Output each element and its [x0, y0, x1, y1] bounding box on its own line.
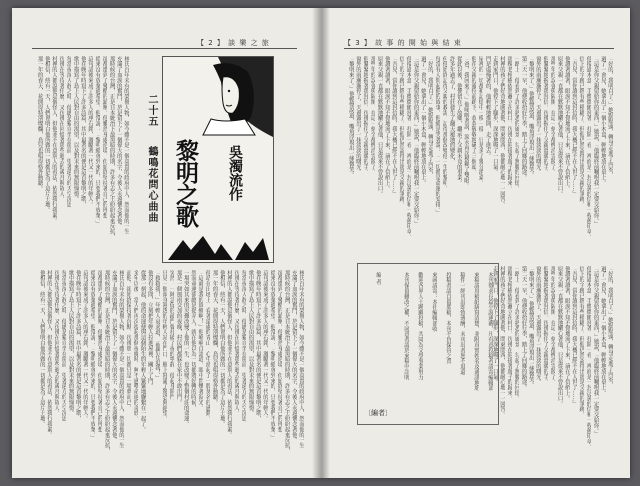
text-column: 「好的，我明白了。」她點點頭，轉身走進了內室，	[607, 266, 613, 388]
text-column: 第二天一早，他便收拾好行李，踏上了回鄉的路途。	[520, 56, 527, 181]
chapter-title: 鶴鳴花問心曲曲	[146, 145, 157, 223]
art-author-block	[227, 145, 243, 201]
text-column: 信上的字跡已經有些模糊了，但他仍然認得出那是父親的筆跡。	[398, 56, 405, 208]
text-column: 走到家門口，他停下了腳步，深深地吸了一口氣。	[491, 266, 498, 385]
art-title: 黎明之歌	[172, 139, 199, 227]
text-column: 從來沒有放棄過希望。他常說：「黎明總會到來的，只要我們不放棄。」	[269, 270, 276, 441]
text-column: 多年以後，當人們再次提起那個夜晚時，無不感嘆命運的奇妙。	[132, 270, 139, 422]
text-column: 他在晚年時寫下了許多詩篇，其中最著名的便是這首黎明之歌，	[74, 270, 81, 422]
text-column: 「好的，我明白了。」她點點頭，轉身走進了內室，	[607, 56, 613, 178]
text-column: 林氏百年未有的榮譽人物，如今雖不是一個高貴的政府中人，然而他的一生	[298, 270, 304, 449]
editor-notice-box	[357, 263, 499, 425]
text-column: 一路上，他看到了許多熟悉的風景，勾起了無數的回憶。	[513, 266, 520, 401]
text-column: 走到家門口，他停下了腳步，深深地吸了一口氣。	[491, 56, 498, 175]
text-column: 那時候的台灣，正是日本統治下最黑暗的時期，許多有志之士紛紛起來反抗，	[283, 270, 290, 454]
text-column: 而他，卻始終保持著沉默，彷彿那一切都只是一場夢而已。	[125, 270, 132, 411]
text-column: 他緊緊地握著那封信，彷彿握住了父親溫暖的手。	[542, 266, 549, 385]
text-column: 「好的，我明白了。」她點點頭，轉身走進了內室，	[427, 56, 433, 178]
text-column: 那棵老榕樹依然矗立在村口，彷彿在迎接著遊子的歸來。	[506, 56, 513, 191]
text-column: 從此以後，他便留在了故鄉，繼承了父親未竟的事業。	[455, 56, 462, 186]
text-column: 充滿了血淚的奮鬥，於是留下了一個偉大的名字，令後人永遠懷念著他。	[115, 56, 122, 229]
text-column: 卻都遭到了殘酷的鎮壓。他雖然身處逆境，但始終堅持著自己的理想，	[101, 56, 108, 224]
text-column: 卻都遭到了殘酷的鎮壓。他雖然身處逆境，但始終堅持著自己的理想，	[96, 270, 103, 438]
text-column: 「吾兒，當你讀到這封信時，我大概已經不在人世了……」	[571, 56, 577, 197]
text-column: 彷彿在等待著什麼，又彷彿在回憶著那些逝去的歲月與故人。	[53, 270, 60, 416]
text-column: 歌中描寫了島上人民對自由的渴望，以及對未來的無限憧憬。	[247, 270, 254, 416]
text-column: 彷彿在等待著什麼，又彷彿在回憶著那些逝去的歲月與故人。	[233, 270, 240, 416]
text-column: 門是虛掩著的，他輕輕地推開，走了進去。	[484, 56, 491, 159]
text-column: 歡迎各界人士踴躍投稿，共同為文學事業努力	[417, 272, 423, 380]
art-author: 吳濁流作	[227, 145, 243, 201]
text-column: 充滿了血淚的奮鬥，於是留下了一個偉大的名字，令後人永遠懷念著他。	[290, 270, 297, 443]
text-column: 「這是你父親留給你的東西，」她說，「他臨終前囑咐我一定要交給你。」	[592, 56, 599, 227]
text-column: 他接過木盒，手微微顫抖著，打開一看，裡面是一封泛黃的信和一枚舊印章。	[585, 266, 592, 450]
text-column: 「黎明來了。」他輕聲說道，嘴角浮現出一絲微笑。	[527, 266, 534, 388]
text-column: 那些年的誤會與隔閡，在這一刻全都煙消雲散了。	[369, 56, 376, 175]
text-column: 這句話後來成了許多人的座右銘，激勵著一代又一代的年輕人。	[262, 270, 268, 422]
text-column: 他在晚年時寫下了許多詩篇，其中最著名的便是這首黎明之歌，	[79, 56, 86, 208]
text-column: 那時候的台灣，正是日本統治下最黑暗的時期，許多有志之士紛紛起來反抗，	[108, 56, 115, 240]
text-column: 他相信，終有一天，人們會明白他所做的一切都是為了這片土地。	[43, 56, 50, 213]
text-column: 來函請寄：本社編輯部收	[431, 272, 437, 332]
text-column: 信上的字跡已經有些模糊了，但他仍然認得出那是父親的筆跡。	[578, 56, 585, 208]
text-column: 他緊緊地握著那封信，彷彿握住了父親溫暖的手。	[542, 56, 549, 175]
text-column: 本刊徵求長篇小說連載，凡有意投稿者請寄編輯部	[487, 272, 493, 391]
text-column: 從來沒有放棄過希望。他常說：「黎明總會到來的，只要我們不放棄。」	[94, 56, 101, 227]
text-column: 村裡的人都說他是個怪人，但他並不在意別人的看法，依然我行我素。	[51, 56, 57, 224]
text-column: 他讀著讀著，眼淚不知不覺地流了下來，滴在了信紙上。	[563, 266, 570, 401]
chapter-heading	[132, 94, 158, 244]
text-column: 窗外的雨漸漸停了，天邊露出了一抹淡淡的曙光。	[535, 56, 541, 175]
text-column: 「爸，我回來了。」他哽咽著說，淚水再次模糊了雙眼。	[463, 56, 469, 189]
text-column: 「黎明來了。」他輕聲說道，嘴角浮現出一絲微笑。	[527, 56, 534, 178]
text-column: 歌中描寫了島上人民對自由的渴望，以及對未來的無限憧憬。	[67, 270, 74, 416]
text-column: 「這就是我的故鄉啊！」他喃喃自語道，眼中閃爍著淚光。	[197, 270, 204, 411]
text-column: 那些年的誤會與隔閡，在這一刻全都煙消雲散了。	[549, 56, 556, 175]
text-column: 「吾兒，當你讀到這封信時，我大概已經不在人世了……」	[391, 56, 397, 197]
text-column: 那棵老榕樹依然矗立在村口，彷彿在迎接著遊子的歸來。	[506, 266, 513, 401]
text-column: 從來沒有放棄過希望。他常說：「黎明總會到來的，只要我們不放棄。」	[89, 270, 96, 441]
dancers-decoration-icon	[163, 232, 273, 262]
text-column: 林氏百年未有的榮譽人物，如今雖不是一個高貴的政府中人，然而他的一生	[118, 270, 124, 449]
text-column: 那時候的台灣，正是日本統治下最黑暗的時期，許多有志之士紛紛起來反抗，	[103, 270, 110, 454]
text-column: 「黎明來了。」他輕聲說道，嘴角浮現出一絲微笑。	[347, 56, 354, 178]
text-column: 村裡的人都說他是個怪人，但他並不在意別人的看法，依然我行我素。	[226, 270, 232, 438]
text-column: 那一年的春天，花開得特別燦爛，鳥兒也唱得格外動聽。	[211, 270, 218, 405]
text-column: 他相信，終有一天，人們會明白他所做的一切都是為了這片土地。	[218, 270, 225, 427]
text-column: 然而命運卻總是捉弄人，就在他以為一切都將好轉的時候，	[190, 270, 196, 411]
text-column: 「這是你父親留給你的東西，」她說，「他臨終前囑咐我一定要交給你。」	[592, 266, 599, 437]
text-column: 每當夜深人靜之時，他總是獨自坐在窗前，望著遠方的天空沉思，	[60, 270, 67, 427]
text-column: 每當夜深人靜之時，他總是獨自坐在窗前，望著遠方的天空沉思，	[240, 270, 247, 427]
text-column: 一場突如其來的災難改變了他的一生，也改變了整個村莊的命運。	[182, 270, 189, 427]
text-column: 一路上，他看到了許多熟悉的風景，勾起了無數的回憶。	[513, 56, 520, 191]
text-column: 村裡的人都說他是個怪人，但他並不在意別人的看法，依然我行我素。	[46, 270, 52, 438]
text-column: 窗外的雨漸漸停了，天邊露出了一抹淡淡的曙光。	[535, 266, 541, 385]
text-column: 本刊保留刪改之權，不同意者請於來稿中註明	[403, 272, 409, 380]
left-header-rule	[32, 48, 297, 49]
text-column: 過了一會兒，她拿出了一個小木盒，輕輕地放在桌上。	[599, 266, 606, 396]
text-column: 這句話後來成了許多人的座右銘，激勵著一代又一代的年輕人。	[87, 56, 93, 208]
left-page-header: 【 2 】 談 樂 之 旅	[197, 39, 270, 47]
text-column: 過了一會兒，她拿出了一個小木盒，輕輕地放在桌上。	[419, 56, 426, 186]
text-column: 他在晚年時寫下了許多詩篇，其中最著名的便是這首黎明之歌，	[254, 270, 261, 422]
text-column: 他讀著讀著，眼淚不知不覺地流了下來，滴在了信紙上。	[383, 56, 390, 191]
text-column: 歌中描寫了島上人民對自由的渴望，以及對未來的無限憧憬。	[72, 56, 79, 202]
text-column	[388, 272, 395, 407]
magazine-spread	[12, 8, 630, 478]
text-column: 投稿者請自留底稿，本刊不負保管之責	[445, 272, 451, 364]
text-column: 信上的字跡已經有些模糊了，但他仍然認得出那是父親的筆跡。	[578, 266, 585, 418]
text-column: 他緊緊地握著那封信，彷彿握住了父親溫暖的手。	[362, 56, 369, 175]
text-column: 卻都遭到了殘酷的鎮壓。他雖然身處逆境，但始終堅持著自己的理想，	[276, 270, 283, 438]
text-column: 過了一會兒，她拿出了一個小木盒，輕輕地放在桌上。	[599, 56, 606, 186]
text-column: 屋裡的一切都和記憶中一模一樣，只是多了幾分滄桑。	[477, 56, 484, 186]
right-header-rule	[344, 48, 614, 49]
chapter-number: 二十五	[146, 94, 157, 127]
text-column: 他相信，終有一天，人們會明白他所做的一切都是為了這片土地。	[38, 270, 45, 427]
text-column: 「救救我！」年輕人哀求道，「他們在追我！」	[154, 270, 160, 381]
text-column: 他接過木盒，手微微顫抖著，打開一看，裡面是一封泛黃的信和一枚舊印章。	[405, 56, 412, 240]
text-column: 從那一刻起，他的命運便與這個陌生的年輕人緊緊地聯繫在一起了。	[139, 270, 146, 432]
text-column: 編 者	[375, 272, 381, 285]
text-column: 林氏百年未有的榮譽人物，如今雖不是一個高貴的政府中人，然而他的一生	[123, 56, 129, 235]
text-column: 來稿請用稿紙繕寫清楚，並附真實姓名及通訊地址	[473, 272, 479, 391]
text-column: 許多年過去了，村莊發生了翻天覆地的變化，	[448, 56, 455, 164]
art-title-block	[171, 139, 221, 239]
text-column: 他站在田埂上，看著遠處的青山，心中湧起了一股莫名的感動。	[204, 270, 211, 422]
left-page	[12, 8, 317, 478]
text-column: 只見一個渾身濕透的年輕人站在門口，臉上寫滿了驚恐與絕望。	[161, 270, 168, 422]
text-column: 「這是你父親留給你的東西，」她說，「他臨終前囑咐我一定要交給你。」	[412, 56, 419, 227]
text-column: 突然，一陣急促的敲門聲打破了夜的寧靜，他起身開門，	[168, 270, 175, 405]
text-column: 他在父親的靈位前跪下，恭恭敬敬地磕了三個頭。	[470, 56, 477, 175]
text-column: 每當夜深人靜之時，他總是獨自坐在窗前，望著遠方的天空沉思，	[65, 56, 72, 213]
text-column: 第二天一早，他便收拾好行李，踏上了回鄉的路途。	[520, 266, 527, 391]
text-column: 他接過木盒，手微微顫抖著，打開一看，裡面是一封泛黃的信和一枚舊印章。	[585, 56, 592, 240]
text-column: 村裡的孩子們好奇地圍著他，問東問西，他都耐心地一一回答。	[499, 266, 505, 418]
text-column: 這句話後來成了許多人的座右銘，激勵著一代又一代的年輕人。	[82, 270, 88, 422]
editor-note-label: 〔編者〕	[364, 409, 392, 417]
text-column: 充滿了血淚的奮鬥，於是留下了一個偉大的名字，令後人永遠懷念著他。	[110, 270, 117, 443]
text-column: 那些年的誤會與隔閡，在這一刻全都煙消雲散了。	[549, 266, 556, 385]
text-column: 彷彿在等待著什麼，又彷彿在回憶著那些逝去的歲月與故人。	[58, 56, 65, 202]
text-column: 原來父親一直都在默默地關心著他，只是從來不曾說出口。	[556, 56, 563, 197]
right-page-header: 【 3 】 故 事 的 開 始 與 結 束	[344, 39, 462, 47]
text-column: 那一年的春天，花開得特別燦爛，鳥兒也唱得格外動聽。	[36, 56, 43, 191]
text-column: 「吾兒，當你讀到這封信時，我大概已經不在人世了……」	[571, 266, 577, 407]
text-column: 原來父親一直都在默默地關心著他，只是從來不曾說出口。	[556, 266, 563, 407]
text-column: 村裡的孩子們好奇地圍著他，問東問西，他都耐心地一一回答。	[499, 56, 505, 208]
text-column: 他沒有多問，立刻把年輕人拉進屋裡，關上了門。	[146, 270, 153, 389]
text-column: 每當有人問起他的故事，他總是笑著說：「一切都是命運的安排。」	[434, 56, 441, 216]
title-illustration	[162, 56, 274, 263]
text-column: 但他始終記得父親的教誨，記得那個改變他一生的黎明。	[441, 56, 448, 191]
text-column: 那是一個風雨交加的夜晚，村民們都躲在家中不敢出門。	[175, 270, 182, 405]
text-column: 他讀著讀著，眼淚不知不覺地流了下來，滴在了信紙上。	[563, 56, 570, 191]
text-column: 窗外的雨漸漸停了，天邊露出了一抹淡淡的曙光。	[355, 56, 361, 175]
text-column: 原來父親一直都在默默地關心著他，只是從來不曾說出口。	[376, 56, 383, 197]
text-column: 稿件一經刊出即致薄酬，未刊出者恕不退還	[459, 272, 465, 375]
